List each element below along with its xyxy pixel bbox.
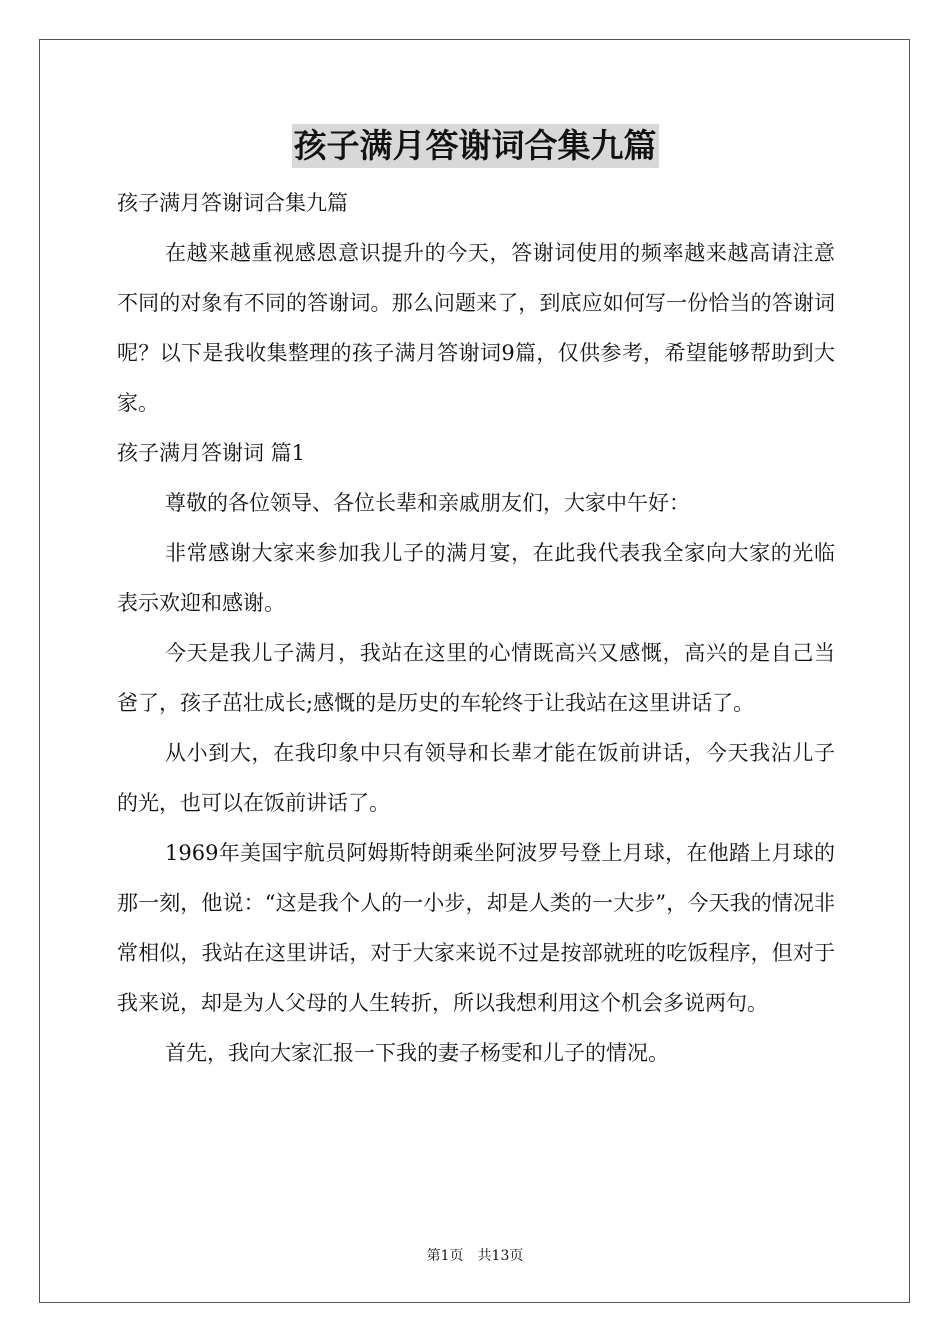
paragraph: 从小到大，在我印象中只有领导和长辈才能在饭前讲话，今天我沾儿子的光，也可以在饭前讲话了。: [117, 741, 835, 815]
page-footer: 第1页 共13页: [426, 1248, 524, 1264]
paragraph: 1969年美国宇航员阿姆斯特朗乘坐阿波罗号登上月球，在他踏上月球的那一刻，他说：“这是我个人的一小步，却是人类的一大步”，今天我的情况非常相似，我站在这里讲话，对于大家来说不过是按部就班的吃饭程序，但对于我来说，却是为人父母的人生转折，所以我想利用这个机会多说两句。: [117, 841, 835, 1015]
paragraph: 孩子满月答谢词合集九篇: [117, 191, 348, 215]
section-heading: 孩子满月答谢词 篇1: [117, 441, 306, 465]
document-title: 孩子满月答谢词合集九篇: [292, 124, 659, 168]
paragraph: 非常感谢大家来参加我儿子的满月宴，在此我代表我全家向大家的光临表示欢迎和感谢。: [117, 541, 835, 615]
paragraph: 首先，我向大家汇报一下我的妻子杨雯和儿子的情况。: [165, 1041, 669, 1065]
paragraph: 今天是我儿子满月，我站在这里的心情既高兴又感慨，高兴的是自己当爸了，孩子茁壮成长;感慨的是历史的车轮终于让我站在这里讲话了。: [117, 641, 835, 715]
title-container: [0, 124, 950, 168]
paragraph: 在越来越重视感恩意识提升的今天，答谢词使用的频率越来越高请注意不同的对象有不同的答谢词。那么问题来了，到底应如何写一份恰当的答谢词呢？以下是我收集整理的孩子满月答谢词9篇，仅供参考，希望能够帮助到大家。: [117, 241, 835, 415]
document-body: [117, 178, 835, 1078]
paragraph: 尊敬的各位领导、各位长辈和亲戚朋友们，大家中午好：: [165, 491, 690, 515]
